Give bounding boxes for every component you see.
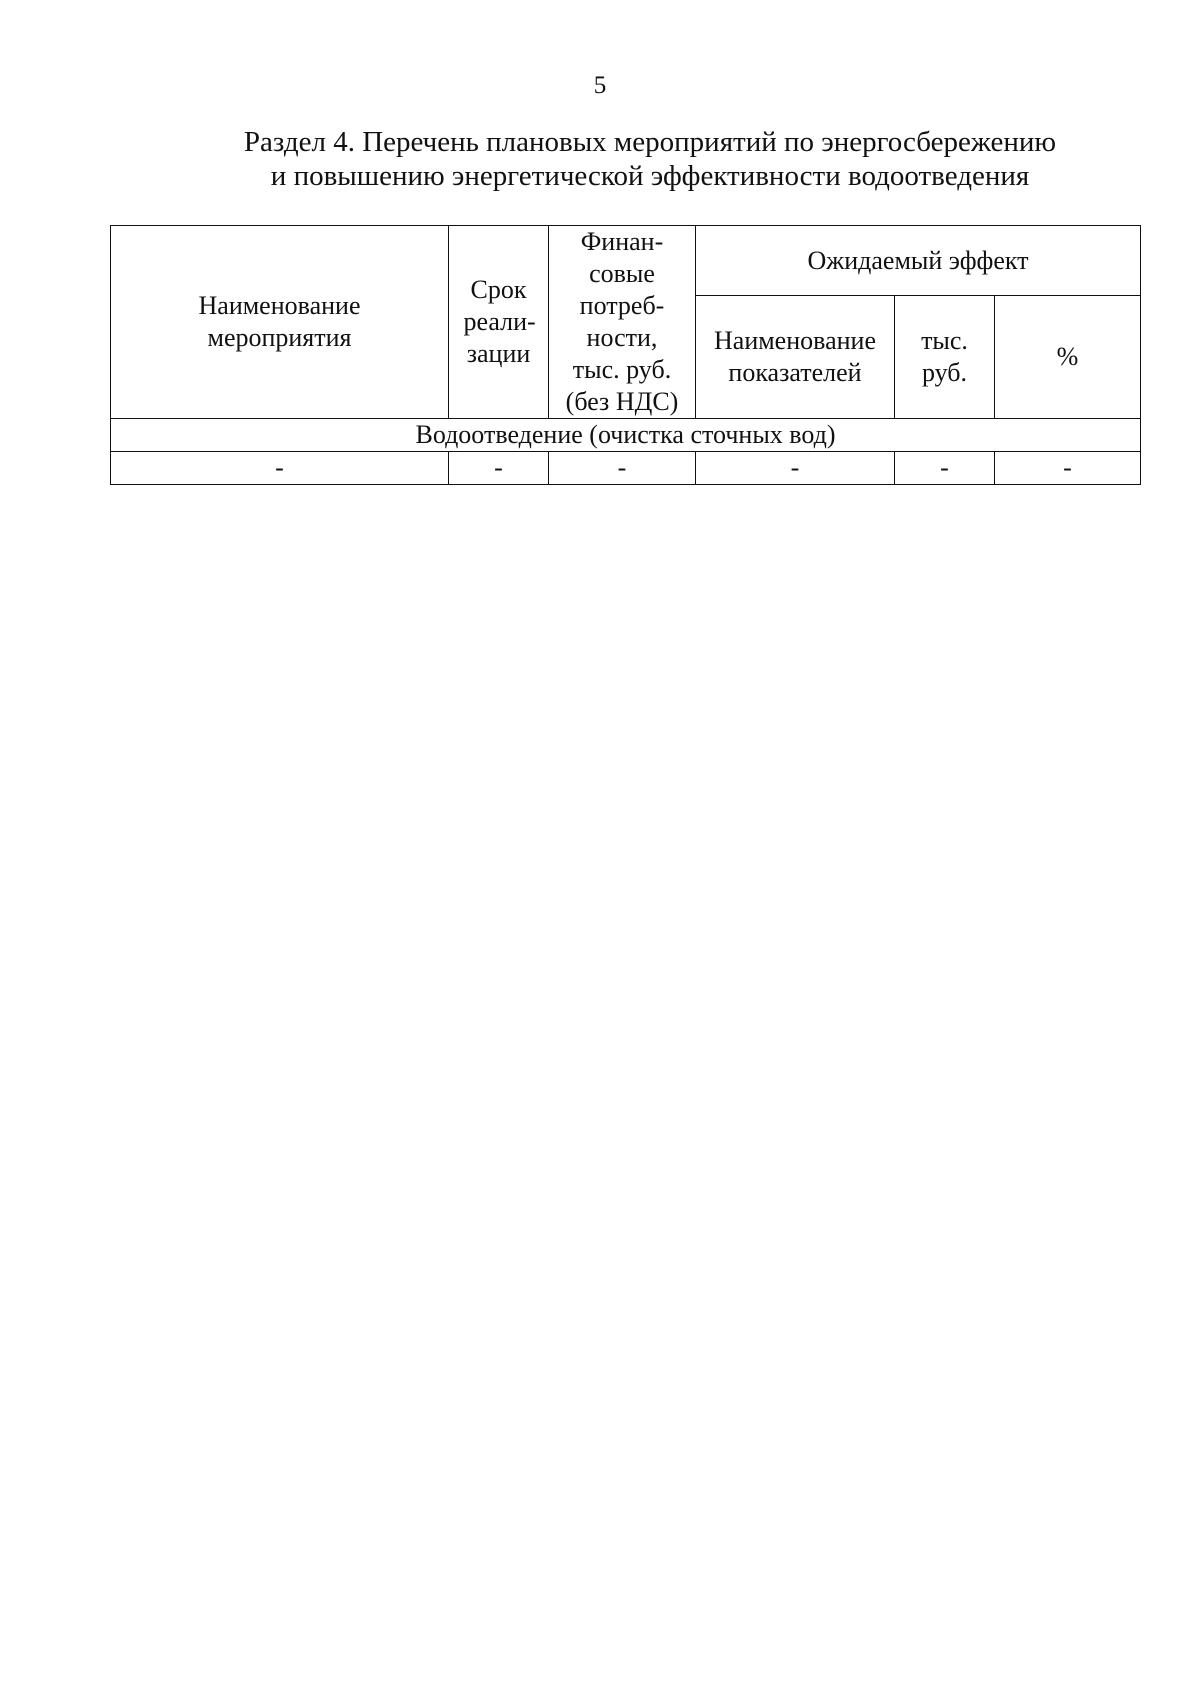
header-finance: Финан- совые потреб- ности, тыс. руб. (без НДС) (549, 226, 696, 419)
header-indicator-name: Наименование показателей (696, 296, 895, 419)
title-line-2: и повышению энергетической эффективности водоотведения (270, 160, 1030, 192)
table-row (111, 452, 1141, 485)
header-percent: % (995, 296, 1141, 419)
section-row-title: Водоотведение (очистка сточных вод) (111, 419, 1141, 452)
page-number: 5 (593, 72, 607, 99)
table-cell: - (549, 452, 696, 485)
table-cell: - (895, 452, 995, 485)
table-cell: - (111, 452, 449, 485)
table-cell: - (995, 452, 1141, 485)
title-line-1: Раздел 4. Перечень плановых мероприятий по энергосбережению (243, 126, 1057, 158)
header-thousand-rub: тыс. руб. (895, 296, 995, 419)
header-event-name: Наименование мероприятия (111, 226, 449, 419)
table-cell: - (449, 452, 549, 485)
measures-table (110, 225, 1141, 485)
table-cell: - (696, 452, 895, 485)
section-title (100, 125, 1200, 193)
header-term: Срок реали- зации (449, 226, 549, 419)
header-expected-effect: Ожидаемый эффект (696, 226, 1141, 296)
